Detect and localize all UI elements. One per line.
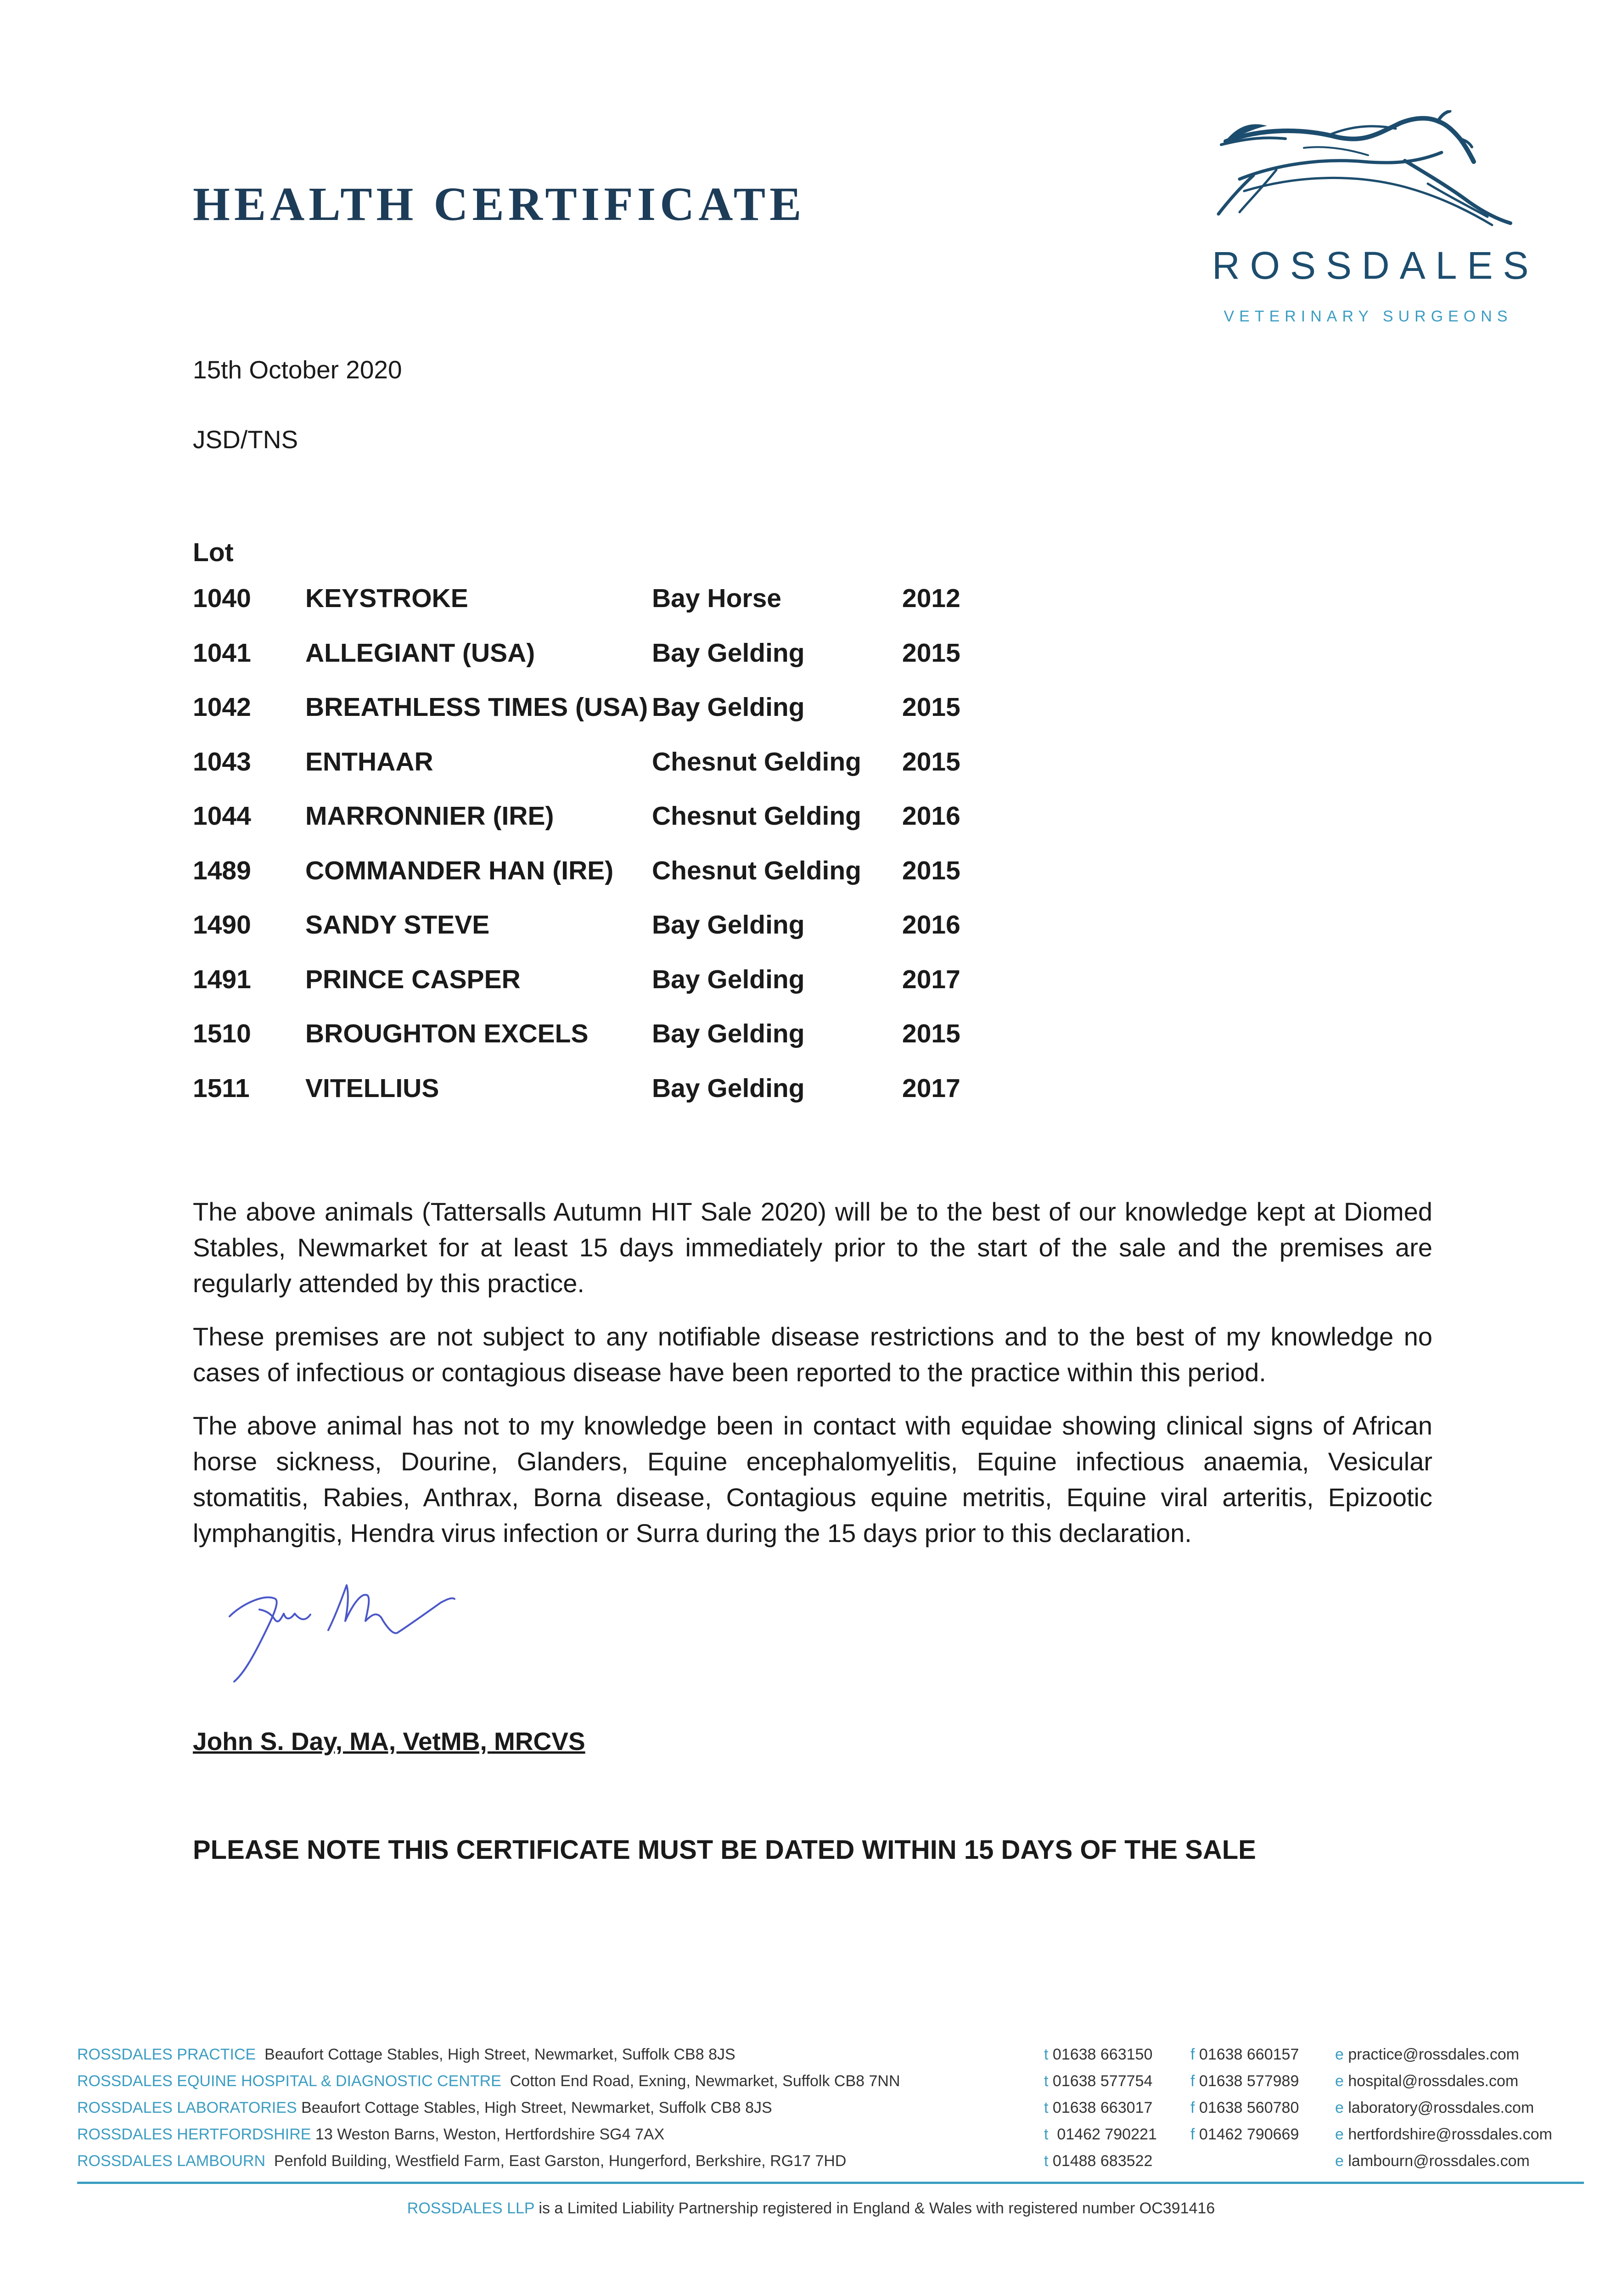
horse-year: 2015 [902, 855, 960, 885]
branch-address: 13 Weston Barns, Weston, Hertfordshire SG4 7AX [315, 2126, 665, 2143]
signatory-name: John S. Day, MA, VetMB, MRCVS [193, 1727, 585, 1756]
phone-icon: t [1044, 2126, 1049, 2143]
fax-icon: f [1190, 2072, 1195, 2090]
branch-name: ROSSDALES HERTFORDSHIRE [77, 2126, 311, 2143]
horse-year: 2015 [902, 692, 960, 722]
horse-year: 2012 [902, 584, 960, 613]
branch-name: ROSSDALES LAMBOURN [77, 2152, 265, 2170]
branch-phone[interactable]: 01638 663150 [1052, 2046, 1153, 2063]
lot-table [193, 537, 994, 1127]
branch-name: ROSSDALES LABORATORIES [77, 2099, 297, 2116]
horse-description: Bay Gelding [652, 1073, 805, 1103]
logo-name: ROSSDALES [1212, 244, 1539, 287]
branch-phone[interactable]: 01638 577754 [1052, 2072, 1153, 2090]
horse-name: ENTHAAR [305, 747, 433, 777]
table-row [193, 801, 994, 855]
list-item [77, 2152, 1583, 2179]
branch-name: ROSSDALES PRACTICE [77, 2046, 256, 2063]
horse-year: 2015 [902, 638, 960, 668]
llp-text: is a Limited Liability Partnership registered in England & Wales with registered number OC391416 [539, 2200, 1215, 2217]
phone-icon: t [1044, 2046, 1049, 2063]
llp-statement [0, 2200, 1622, 2217]
horse-description: Bay Gelding [652, 638, 805, 668]
lot-number: 1041 [193, 638, 251, 668]
reference-code: JSD/TNS [193, 425, 298, 454]
list-item [77, 2126, 1583, 2152]
table-row [193, 855, 994, 910]
lot-number: 1490 [193, 910, 251, 940]
branch-name: ROSSDALES EQUINE HOSPITAL & DIAGNOSTIC CENTRE [77, 2072, 501, 2090]
fax-icon: f [1190, 2126, 1195, 2143]
branch-address: Beaufort Cottage Stables, High Street, Newmarket, Suffolk CB8 8JS [264, 2046, 735, 2063]
email-icon: e [1335, 2126, 1344, 2143]
branch-email[interactable]: laboratory@rossdales.com [1348, 2099, 1534, 2116]
branch-address: Cotton End Road, Exning, Newmarket, Suffolk CB8 7NN [510, 2072, 900, 2090]
rossdales-logo [1212, 110, 1539, 331]
horse-description: Bay Gelding [652, 692, 805, 722]
branch-email[interactable]: hospital@rossdales.com [1348, 2072, 1519, 2090]
lot-number: 1044 [193, 801, 251, 831]
lot-number: 1510 [193, 1019, 251, 1048]
horse-year: 2017 [902, 1073, 960, 1103]
table-row [193, 910, 994, 964]
table-row [193, 638, 994, 692]
branch-email[interactable]: hertfordshire@rossdales.com [1348, 2126, 1552, 2143]
branch-phone[interactable]: 01638 663017 [1052, 2099, 1153, 2116]
horse-year: 2016 [902, 910, 960, 940]
dating-note: PLEASE NOTE THIS CERTIFICATE MUST BE DATED WITHIN 15 DAYS OF THE SALE [193, 1835, 1256, 1865]
email-icon: e [1335, 2152, 1344, 2170]
table-row [193, 583, 994, 638]
horse-description: Chesnut Gelding [652, 801, 861, 831]
branch-address: Beaufort Cottage Stables, High Street, Newmarket, Suffolk CB8 8JS [301, 2099, 772, 2116]
page-title: HEALTH CERTIFICATE [193, 178, 806, 231]
horse-year: 2015 [902, 1019, 960, 1048]
horse-description: Bay Horse [652, 584, 781, 613]
logo-subtitle: VETERINARY SURGEONS [1224, 308, 1513, 325]
paragraph-disease-restrictions: These premises are not subject to any notifiable disease restrictions and to the best of my knowledge no cases of infectious or contagious disease have been reported to the practice within this period. [193, 1322, 1432, 1387]
table-row [193, 1019, 994, 1073]
list-item [77, 2099, 1583, 2126]
signature [216, 1575, 473, 1690]
branch-email[interactable]: practice@rossdales.com [1348, 2046, 1520, 2063]
horse-name: SANDY STEVE [305, 910, 490, 940]
horse-description: Chesnut Gelding [652, 747, 861, 777]
lot-number: 1042 [193, 692, 251, 722]
horse-name: BROUGHTON EXCELS [305, 1019, 589, 1048]
footer-contacts [77, 2046, 1583, 2179]
lot-number: 1511 [193, 1073, 250, 1103]
horse-name: BREATHLESS TIMES (USA) [305, 692, 648, 722]
horse-name: COMMANDER HAN (IRE) [305, 855, 614, 885]
fax-icon: f [1190, 2099, 1195, 2116]
table-row [193, 747, 994, 801]
horse-description: Bay Gelding [652, 910, 805, 940]
phone-icon: t [1044, 2099, 1049, 2116]
list-item [77, 2046, 1583, 2072]
footer-divider [77, 2182, 1584, 2184]
branch-fax: 01462 790669 [1199, 2126, 1299, 2143]
branch-email[interactable]: lambourn@rossdales.com [1348, 2152, 1530, 2170]
horse-name: PRINCE CASPER [305, 964, 521, 994]
horse-description: Chesnut Gelding [652, 855, 861, 885]
branch-phone[interactable]: 01488 683522 [1052, 2152, 1153, 2170]
certificate-body [193, 1194, 1432, 1569]
phone-icon: t [1044, 2072, 1049, 2090]
horse-description: Bay Gelding [652, 964, 805, 994]
lot-number: 1040 [193, 584, 251, 613]
horse-name: KEYSTROKE [305, 584, 468, 613]
fax-icon: f [1190, 2046, 1195, 2063]
table-row [193, 692, 994, 747]
list-item [77, 2072, 1583, 2099]
lot-number: 1491 [193, 964, 251, 994]
lot-number: 1043 [193, 747, 251, 777]
horse-name: VITELLIUS [305, 1073, 439, 1103]
paragraph-sale-premises: The above animals (Tattersalls Autumn HIT Sale 2020) will be to the best of our knowledge kept at Diomed Stables, Newmarket for at least 15 days immediately prior to the start of the sale and the premises are regularly attended by this practice. [193, 1197, 1432, 1298]
table-row [193, 1073, 994, 1128]
horse-year: 2017 [902, 964, 960, 994]
branch-fax: 01638 560780 [1199, 2099, 1299, 2116]
email-icon: e [1335, 2099, 1344, 2116]
horse-name: MARRONNIER (IRE) [305, 801, 554, 831]
horse-logo-icon [1212, 110, 1524, 243]
branch-phone[interactable]: 01462 790221 [1057, 2126, 1157, 2143]
branch-fax: 01638 660157 [1199, 2046, 1299, 2063]
lot-number: 1489 [193, 855, 251, 885]
paragraph-clinical-signs: The above animal has not to my knowledge been in contact with equidae showing clinical signs of African horse sickness, Dourine, Glanders, Equine encephalomyelitis, Equine infectious anaemia, Vesicular stomatitis, Rabies, Anthrax, Borna disease, Contagious equine metritis, Equine viral arteritis, Epizootic lymphangitis, Hendra virus infection or Surra during the 15 days prior to this declaration. [193, 1411, 1432, 1548]
table-row [193, 964, 994, 1019]
branch-address: Penfold Building, Westfield Farm, East Garston, Hungerford, Berkshire, RG17 7HD [274, 2152, 847, 2170]
horse-description: Bay Gelding [652, 1019, 805, 1048]
horse-year: 2015 [902, 747, 960, 777]
email-icon: e [1335, 2072, 1344, 2090]
lot-column-header: Lot [193, 538, 234, 567]
horse-name: ALLEGIANT (USA) [305, 638, 535, 668]
branch-fax: 01638 577989 [1199, 2072, 1299, 2090]
email-icon: e [1335, 2046, 1344, 2063]
llp-name: ROSSDALES LLP [407, 2200, 534, 2217]
phone-icon: t [1044, 2152, 1049, 2170]
certificate-date: 15th October 2020 [193, 355, 402, 384]
horse-year: 2016 [902, 801, 960, 831]
